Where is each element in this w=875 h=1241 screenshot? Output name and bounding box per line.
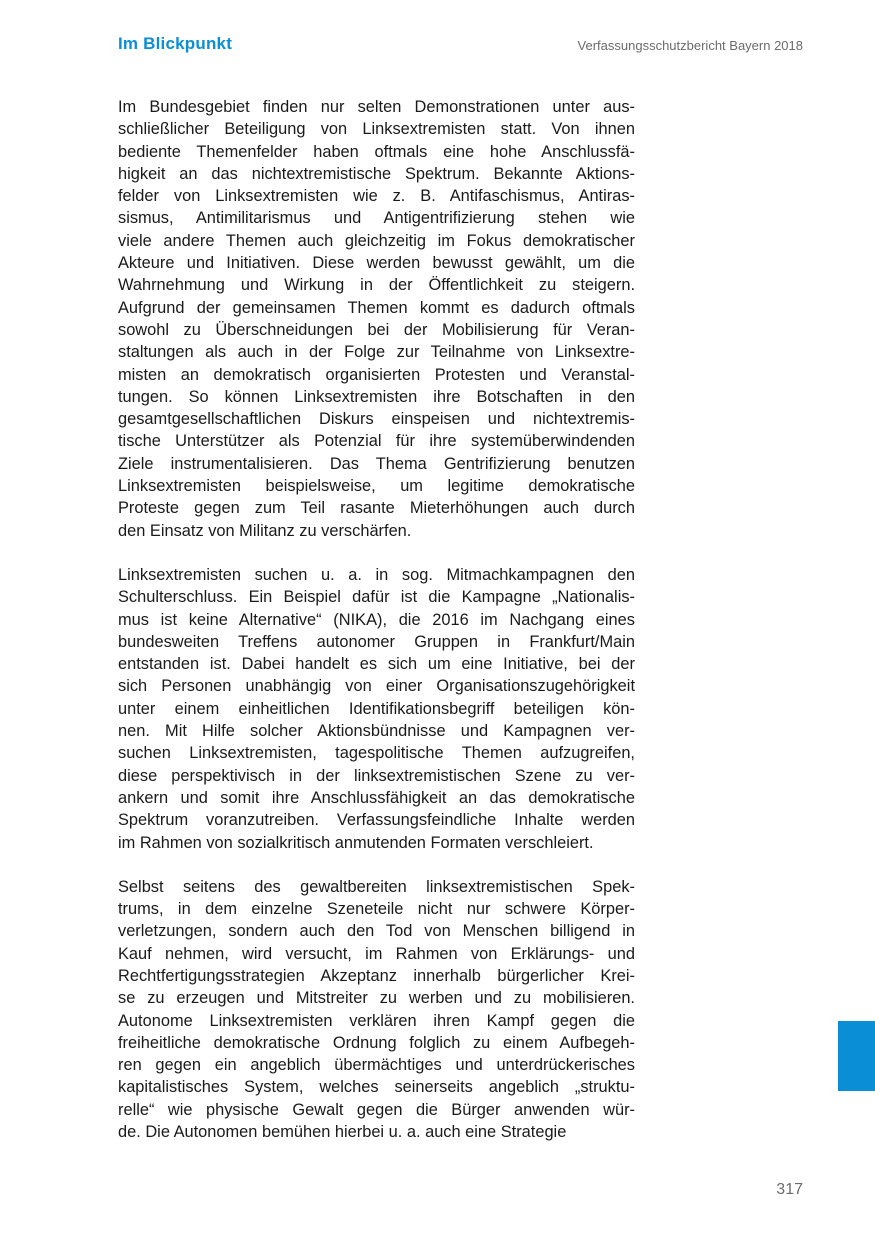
text-line: sismus, Antimilitarismus und Antigentrifizierung stehen wie bbox=[118, 209, 635, 228]
text-line: im Rahmen von sozialkritisch anmutenden Formaten verschleiert. bbox=[118, 833, 594, 852]
text-line: ankern und somit ihre Anschlussfähigkeit an das demokratische bbox=[118, 788, 635, 807]
text-line: higkeit an das nichtextremistische Spektrum. Bekannte Aktions- bbox=[118, 164, 635, 183]
text-line: Ziele instrumentalisieren. Das Thema Gentrifizierung benutzen bbox=[118, 454, 635, 473]
paragraph bbox=[118, 96, 635, 542]
section-title: Im Blickpunkt bbox=[118, 34, 233, 53]
text-line: Schulterschluss. Ein Beispiel dafür ist die Kampagne „Nationalis- bbox=[118, 588, 635, 607]
text-line: suchen Linksextremisten, tagespolitische Themen aufzugreifen, bbox=[118, 744, 635, 763]
text-line: verletzungen, sondern auch den Tod von Menschen billigend in bbox=[118, 922, 635, 941]
paragraph bbox=[118, 564, 635, 854]
text-line: gesamtgesellschaftlichen Diskurs einspeisen und nichtextremis- bbox=[118, 410, 635, 429]
text-line: felder von Linksextremisten wie z. B. Antifaschismus, Antiras- bbox=[118, 187, 635, 206]
text-line: bediente Themenfelder haben oftmals eine hohe Anschlussfä- bbox=[118, 142, 635, 161]
text-line: Akteure und Initiativen. Diese werden bewusst gewählt, um die bbox=[118, 254, 635, 273]
text-line: entstanden ist. Dabei handelt es sich um eine Initiative, bei der bbox=[118, 655, 635, 674]
text-line: bundesweiten Treffens autonomer Gruppen in Frankfurt/Main bbox=[118, 632, 635, 651]
text-line: den Einsatz von Militanz zu verschärfen. bbox=[118, 521, 412, 540]
text-line: sich Personen unabhängig von einer Organisationszugehörigkeit bbox=[118, 677, 635, 696]
text-line: Rechtfertigungsstrategien Akzeptanz innerhalb bürgerlicher Krei- bbox=[118, 966, 635, 985]
text-line: sowohl zu Überschneidungen bei der Mobilisierung für Veran- bbox=[118, 320, 635, 339]
text-line: staltungen als auch in der Folge zur Teilnahme von Linksextre- bbox=[118, 343, 635, 362]
text-line: Autonome Linksextremisten verklären ihren Kampf gegen die bbox=[118, 1011, 635, 1030]
text-line: freiheitliche demokratische Ordnung folglich zu einem Aufbegeh- bbox=[118, 1033, 635, 1052]
chapter-tab-marker bbox=[838, 1021, 875, 1091]
text-line: nen. Mit Hilfe solcher Aktionsbündnisse und Kampagnen ver- bbox=[118, 722, 635, 741]
text-line: de. Die Autonomen bemühen hierbei u. a. auch eine Strategie bbox=[118, 1123, 567, 1142]
text-line: Proteste gegen zum Teil rasante Mieterhöhungen auch durch bbox=[118, 499, 635, 518]
text-line: Selbst seitens des gewaltbereiten linksextremistischen Spek- bbox=[118, 877, 635, 896]
text-line: tische Unterstützer als Potenzial für ihre systemüberwindenden bbox=[118, 432, 635, 451]
text-line: Spektrum voranzutreiben. Verfassungsfeindliche Inhalte werden bbox=[118, 811, 635, 830]
text-line: Wahrnehmung und Wirkung in der Öffentlichkeit zu steigern. bbox=[118, 276, 635, 295]
text-line: misten an demokratisch organisierten Protesten und Veranstal- bbox=[118, 365, 635, 384]
paragraph bbox=[118, 876, 635, 1144]
text-line: Im Bundesgebiet finden nur selten Demonstrationen unter aus- bbox=[118, 98, 635, 116]
page-number: 317 bbox=[776, 1181, 803, 1198]
text-line: kapitalistisches System, welches seinerseits angeblich „struktu- bbox=[118, 1078, 635, 1097]
text-line: Linksextremisten beispielsweise, um legitime demokratische bbox=[118, 477, 635, 496]
text-line: unter einem einheitlichen Identifikationsbegriff beteiligen kön- bbox=[118, 699, 635, 718]
text-line: Kauf nehmen, wird versucht, im Rahmen von Erklärungs- und bbox=[118, 944, 635, 963]
text-line: viele andere Themen auch gleichzeitig im Fokus demokratischer bbox=[118, 231, 635, 250]
text-line: trums, in dem einzelne Szeneteile nicht nur schwere Körper- bbox=[118, 900, 635, 919]
report-title: Verfassungsschutzbericht Bayern 2018 bbox=[577, 38, 803, 53]
text-line: mus ist keine Alternative“ (NIKA), die 2016 im Nachgang eines bbox=[118, 610, 635, 629]
body-text bbox=[118, 96, 635, 1165]
text-line: relle“ wie physische Gewalt gegen die Bürger anwenden wür- bbox=[118, 1100, 635, 1119]
text-line: Linksextremisten suchen u. a. in sog. Mitmachkampagnen den bbox=[118, 565, 635, 584]
text-line: Aufgrund der gemeinsamen Themen kommt es dadurch oftmals bbox=[118, 298, 635, 317]
text-line: ren gegen ein angeblich übermächtiges und unterdrückerisches bbox=[118, 1056, 635, 1075]
text-line: se zu erzeugen und Mitstreiter zu werben und zu mobilisieren. bbox=[118, 989, 635, 1008]
text-line: diese perspektivisch in der linksextremistischen Szene zu ver- bbox=[118, 766, 635, 785]
text-line: tungen. So können Linksextremisten ihre Botschaften in den bbox=[118, 387, 635, 406]
text-line: schließlicher Beteiligung von Linksextremisten statt. Von ihnen bbox=[118, 120, 635, 139]
